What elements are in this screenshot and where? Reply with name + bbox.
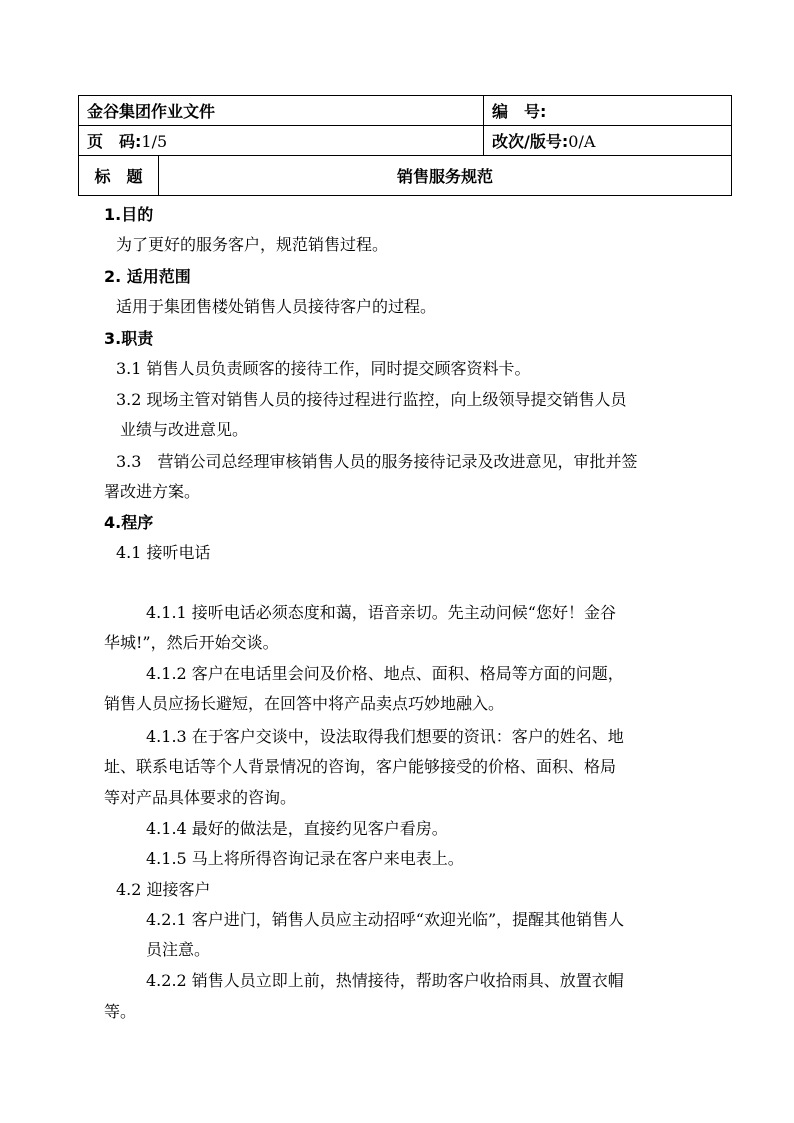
section-4-1-3-line1: 4.1.3 在于客户交谈中，设法取得我们想要的资讯：客户的姓名、地 xyxy=(146,727,624,746)
section-4-2-1-line2: 员注意。 xyxy=(146,940,211,959)
section-4-2-2-line1: 4.2.2 销售人员立即上前，热情接待，帮助客户收拾雨具、放置衣帽 xyxy=(146,971,624,990)
section-4-1-2-line2: 销售人员应扬长避短，在回答中将产品卖点巧妙地融入。 xyxy=(104,694,505,713)
section-2-heading: 2. 适用范围 xyxy=(104,267,191,286)
section-3-1-text: 3.1 销售人员负责顾客的接待工作，同时提交顾客资料卡。 xyxy=(116,359,531,378)
title-label: 标 题 xyxy=(79,156,159,196)
section-4-1-2-line1: 4.1.2 客户在电话里会问及价格、地点、面积、格局等方面的问题， xyxy=(146,664,624,683)
section-4-2-1-line1: 4.2.1 客户进门，销售人员应主动招呼“欢迎光临”，提醒其他销售人 xyxy=(146,910,625,929)
page-label: 页 码: xyxy=(87,132,142,151)
section-4-1-3-line3: 等对产品具体要求的咨询。 xyxy=(104,788,297,807)
section-4-1-1-line2: 华城!”，然后开始交谈。 xyxy=(104,633,279,652)
section-3-2-text-line1: 3.2 现场主管对销售人员的接待过程进行监控，向上级领导提交销售人员 xyxy=(116,390,627,409)
section-4-1-4-text: 4.1.4 最好的做法是，直接约见客户看房。 xyxy=(146,819,448,838)
section-3-2-text-line2: 业绩与改进意见。 xyxy=(120,420,249,439)
doc-number-label: 编 号: xyxy=(484,96,732,126)
section-3-3-text-line1: 3.3 营销公司总经理审核销售人员的服务接待记录及改进意见，审批并签 xyxy=(116,452,638,471)
company-doc-label: 金谷集团作业文件 xyxy=(79,96,484,126)
revision-cell xyxy=(484,126,732,156)
section-3-heading: 3.职责 xyxy=(104,329,154,348)
section-4-1-1-line1: 4.1.1 接听电话必须态度和蔼，语音亲切。先主动问候“您好！金谷 xyxy=(146,603,616,622)
page-value: 1/5 xyxy=(141,132,168,151)
section-4-1-3-line2: 址、联系电话等个人背景情况的咨询，客户能够接受的价格、面积、格局 xyxy=(104,757,617,776)
section-3-3-text-line2: 署改进方案。 xyxy=(104,482,201,501)
section-4-1-heading: 4.1 接听电话 xyxy=(116,543,211,562)
section-4-1-5-text: 4.1.5 马上将所得咨询记录在客户来电表上。 xyxy=(146,849,464,868)
revision-value: 0/A xyxy=(568,132,596,151)
revision-label: 改次/版号: xyxy=(492,132,569,151)
section-4-2-heading: 4.2 迎接客户 xyxy=(116,880,211,899)
section-2-text: 适用于集团售楼处销售人员接待客户的过程。 xyxy=(116,297,437,316)
section-4-2-2-line2: 等。 xyxy=(104,1002,137,1021)
document-header-table xyxy=(78,95,732,196)
document-title: 销售服务规范 xyxy=(159,156,732,196)
section-1-text: 为了更好的服务客户，规范销售过程。 xyxy=(116,235,389,254)
page-cell xyxy=(79,126,484,156)
section-1-heading: 1.目的 xyxy=(104,205,154,224)
section-4-heading: 4.程序 xyxy=(104,513,154,532)
